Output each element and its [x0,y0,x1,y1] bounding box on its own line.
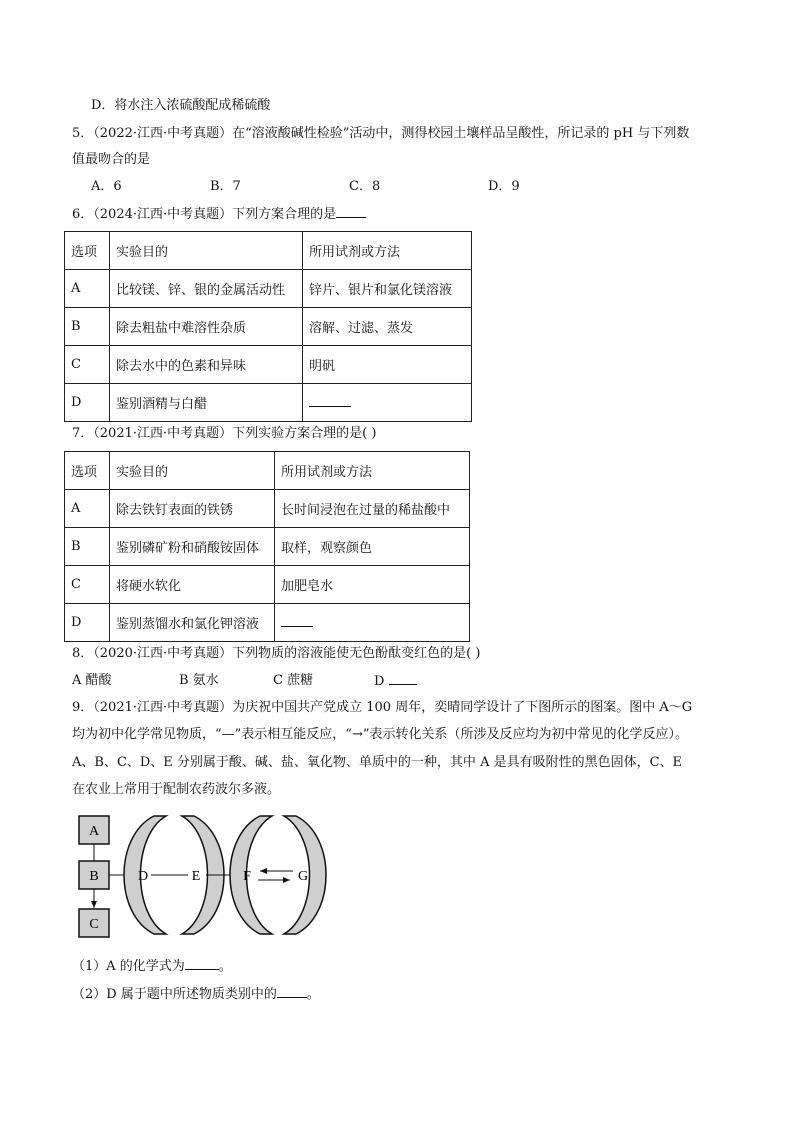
label-f: F [243,869,251,884]
table-cell-answer [275,604,470,642]
table-cell: 明矾 [303,346,472,384]
q8-option-d [374,673,417,690]
table-cell: 除去粗盐中难溶性杂质 [110,308,303,346]
q5-option-a: A．6 [91,179,122,194]
table-cell: 溶解、过滤、蒸发 [303,308,472,346]
table-cell: 鉴别蒸馏水和氯化钾溶液 [110,604,275,642]
q6-stem-text: 6．（2024·江西·中考真题）下列方案合理的是 [72,207,337,222]
q9-stem-line3: A、B、C、D、E 分别属于酸、碱、盐、氧化物、单质中的一种，其中 A 是具有吸附性的黑色固体，C、E [72,755,683,770]
table-cell-answer [303,384,472,422]
answer-blank[interactable] [309,395,351,407]
answer-blank[interactable] [277,986,307,998]
q5-stem-line2: 值最吻合的是 [72,152,151,167]
table-cell: 除去水中的色素和异味 [110,346,303,384]
q8-stem: 8．（2020·江西·中考真题）下列物质的溶液能使无色酚酞变红色的是( ) [72,646,481,661]
table-row [65,490,470,528]
q7-stem: 7．（2021·江西·中考真题）下列实验方案合理的是( ) [72,426,377,441]
label-g: G [297,869,309,884]
table-cell: 鉴别磷矿粉和硝酸铵固体 [110,528,275,566]
table-cell: 锌片、银片和氯化镁溶液 [303,270,472,308]
q8-option-c: C 蔗糖 [273,673,314,688]
table-cell: 加肥皂水 [275,566,470,604]
table-cell: 除去铁钉表面的铁锈 [110,490,275,528]
answer-blank[interactable] [185,958,219,970]
label-c: C [89,917,99,932]
q9-reaction-diagram [70,808,330,943]
q8-option-d-label: D [374,674,385,689]
table-row [65,384,472,422]
q9-stem-line2: 均为初中化学常见物质，“—”表示相互能反应，“→”表示转化关系（所涉及反应均为初中常见的化学反应）。 [72,727,688,742]
shape-f [230,816,272,934]
table-header-cell: 所用试剂或方法 [303,232,472,270]
table-cell: B [65,528,110,566]
answer-blank[interactable] [389,673,417,685]
q6-table [64,231,472,422]
table-cell: D [65,604,110,642]
label-e: E [191,869,201,884]
answer-blank[interactable] [336,206,366,218]
q8-option-b: B 氨水 [179,673,219,688]
table-cell: C [65,346,110,384]
q9-stem-line1: 9．（2021·江西·中考真题）为庆祝中国共产党成立 100 周年，奕晴同学设计了下图所示的图案。图中 A～G [72,700,693,715]
q6-stem [72,206,366,223]
table-header-cell: 所用试剂或方法 [275,452,470,490]
q9-stem-line4: 在农业上常用于配制农药波尔多液。 [72,782,281,797]
table-row [65,528,470,566]
table-cell: C [65,566,110,604]
q9-sub1: （1）A 的化学式为 。 [72,959,232,974]
q9-sub1-text: （1）A 的化学式为 [72,959,185,974]
table-header-row [65,452,470,490]
table-cell: 取样，观察颜色 [275,528,470,566]
q5-option-b: B．7 [210,179,241,194]
q5-stem-line1: 5．（2022·江西·中考真题）在“溶液酸碱性检验”活动中，测得校园土壤样品呈酸性，所记录的 pH 与下列数 [72,126,690,141]
q8-option-a: A 醋酸 [72,673,112,688]
label-d: D [137,869,149,884]
q9-sub2: （2）D 属于题中所述物质类别中的 。 [72,987,320,1002]
table-row [65,346,472,384]
table-row [65,604,470,642]
table-cell: A [65,270,110,308]
table-cell: 鉴别酒精与白醋 [110,384,303,422]
q5-option-c: C．8 [349,179,381,194]
q7-table [64,451,470,642]
label-b: B [89,869,99,884]
table-row [65,308,472,346]
q5-option-d: D．9 [488,179,520,194]
label-a: A [88,824,100,839]
table-cell: B [65,308,110,346]
table-header-cell: 实验目的 [110,232,303,270]
table-cell: D [65,384,110,422]
table-row [65,270,472,308]
answer-blank[interactable] [281,615,313,627]
table-header-row [65,232,472,270]
q9-sub2-text: （2）D 属于题中所述物质类别中的 [72,987,277,1002]
table-header-cell: 选项 [65,232,110,270]
table-header-cell: 选项 [65,452,110,490]
table-header-cell: 实验目的 [110,452,275,490]
table-cell: 长时间浸泡在过量的稀盐酸中 [275,490,470,528]
table-row [65,566,470,604]
table-cell: 比较镁、锌、银的金属活动性 [110,270,303,308]
table-cell: A [65,490,110,528]
table-cell: 将硬水软化 [110,566,275,604]
q4-option-d: D．将水注入浓硫酸配成稀硫酸 [91,98,271,113]
